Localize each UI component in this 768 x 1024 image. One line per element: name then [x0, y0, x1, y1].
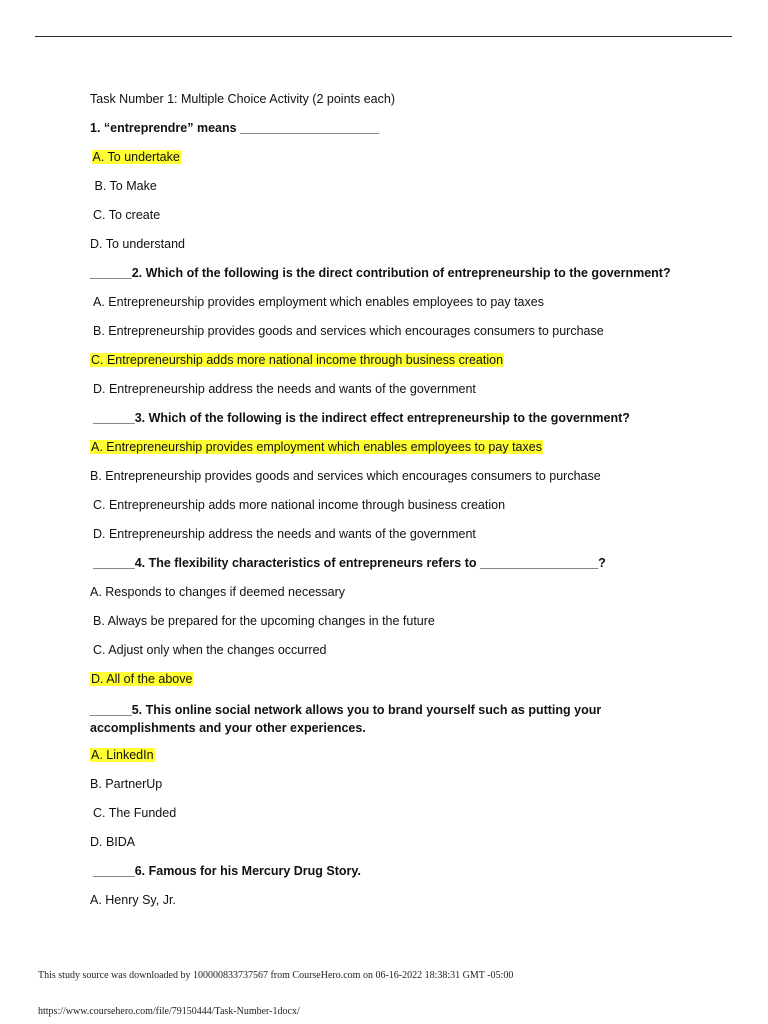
- line-text: ______2. Which of the following is the direct contribution of entrepreneurship to the government?: [90, 266, 671, 280]
- answer-option: [90, 777, 710, 792]
- answer-option: [90, 382, 710, 397]
- answer-option: [90, 208, 710, 223]
- line-text: ______6. Famous for his Mercury Drug Story.: [93, 864, 361, 878]
- answer-option: [90, 672, 710, 687]
- line-text: C. The Funded: [93, 806, 177, 820]
- line-text: A. Henry Sy, Jr.: [90, 893, 176, 907]
- line-text: B. Entrepreneurship provides goods and services which encourages consumers to purchase: [93, 324, 604, 338]
- answer-option: [90, 353, 710, 368]
- line-text: D. Entrepreneurship address the needs and wants of the government: [93, 382, 476, 396]
- question-text: [90, 411, 710, 426]
- answer-option: [90, 893, 710, 908]
- answer-option: [90, 440, 710, 455]
- answer-option: [90, 150, 710, 165]
- line-text: D. Entrepreneurship address the needs and wants of the government: [93, 527, 476, 541]
- highlighted-answer: D. All of the above: [91, 672, 193, 686]
- highlighted-answer: A. Entrepreneurship provides employment which enables employees to pay taxes: [91, 440, 542, 454]
- line-text: C. Adjust only when the changes occurred: [93, 643, 327, 657]
- line-text: ______3. Which of the following is the indirect effect entrepreneurship to the government?: [93, 411, 630, 425]
- answer-option: [90, 806, 710, 821]
- answer-option: [90, 748, 710, 763]
- line-text: B. PartnerUp: [90, 777, 163, 791]
- answer-option: [90, 835, 710, 850]
- answer-option: [90, 179, 710, 194]
- highlighted-answer: A. LinkedIn: [91, 748, 154, 762]
- answer-option: [90, 614, 710, 629]
- question-text: [90, 701, 650, 737]
- answer-option: [90, 237, 710, 252]
- answer-option: [90, 527, 710, 542]
- question-text: [90, 556, 710, 571]
- activity-heading: Task Number 1: Multiple Choice Activity (2 points each): [90, 92, 395, 106]
- answer-option: [90, 498, 710, 513]
- line-text: ______5. This online social network allows you to brand yourself such as putting your accomplishments and your other experiences.: [90, 703, 602, 735]
- question-lines: [90, 121, 710, 908]
- line-text: 1. “entreprendre” means ____________________: [90, 121, 380, 135]
- answer-option: [90, 295, 710, 310]
- line-text: B. Entrepreneurship provides goods and services which encourages consumers to purchase: [90, 469, 601, 483]
- line-text: D. BIDA: [90, 835, 136, 849]
- question-text: [90, 266, 710, 281]
- question-text: [90, 121, 710, 136]
- line-text: B. To Make: [94, 179, 157, 193]
- line-text: D. To understand: [90, 237, 185, 251]
- answer-option: [90, 585, 710, 600]
- answer-option: [90, 324, 710, 339]
- highlighted-answer: A. To undertake: [92, 150, 180, 164]
- line-text: A. Responds to changes if deemed necessary: [90, 585, 346, 599]
- highlighted-answer: C. Entrepreneurship adds more national income through business creation: [91, 353, 504, 367]
- line-text: B. Always be prepared for the upcoming changes in the future: [93, 614, 435, 628]
- line-text: ______4. The flexibility characteristics of entrepreneurs refers to _________________?: [93, 556, 606, 570]
- line-text: C. To create: [93, 208, 161, 222]
- document-body: [90, 92, 710, 922]
- question-text: [90, 864, 710, 879]
- source-note: This study source was downloaded by 100000833737567 from CourseHero.com on 06-16-2022 18:38:31 GMT -05:00: [38, 970, 514, 981]
- answer-option: [90, 643, 710, 658]
- top-divider: [35, 36, 732, 37]
- answer-option: [90, 469, 710, 484]
- line-text: C. Entrepreneurship adds more national income through business creation: [93, 498, 506, 512]
- line-text: A. Entrepreneurship provides employment which enables employees to pay taxes: [93, 295, 544, 309]
- source-url[interactable]: https://www.coursehero.com/file/79150444/Task-Number-1docx/: [38, 1006, 300, 1017]
